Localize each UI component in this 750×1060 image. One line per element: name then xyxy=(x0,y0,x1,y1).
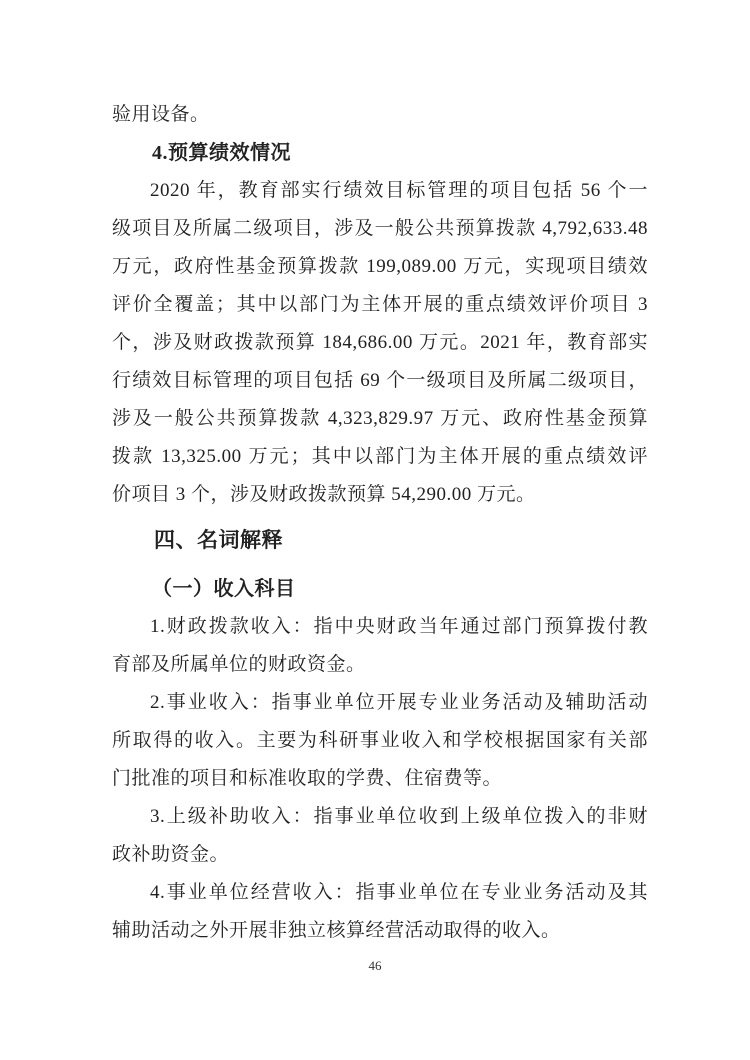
carryover-paragraph-line: 验用设备。 xyxy=(112,104,210,125)
glossary-item3-line: 3.上级补助收入：指事业单位收到上级单位拨入的非财 xyxy=(150,806,648,827)
budget-performance-line: 拨款 13,325.00 万元；其中以部门为主体开展的重点绩效评 xyxy=(112,446,648,467)
glossary-item3-line: 政补助资金。 xyxy=(112,844,230,865)
glossary-item2-line: 所取得的收入。主要为科研事业收入和学校根据国家有关部 xyxy=(112,730,648,751)
page-number: 46 xyxy=(368,958,382,973)
glossary-item1-line: 育部及所属单位的财政资金。 xyxy=(112,654,366,675)
glossary-item2-line: 2.事业收入：指事业单位开展专业业务活动及辅助活动 xyxy=(150,692,648,713)
budget-performance-line: 价项目 3 个，涉及财政拨款预算 54,290.00 万元。 xyxy=(112,484,536,505)
document-content xyxy=(112,96,648,950)
glossary-item2-line: 门批准的项目和标准收取的学费、住宿费等。 xyxy=(112,768,503,789)
budget-performance-line: 万元，政府性基金预算拨款 199,089.00 万元，实现项目绩效 xyxy=(112,256,648,277)
budget-performance-line: 个，涉及财政拨款预算 184,686.00 万元。2021 年，教育部实 xyxy=(112,332,648,353)
budget-performance-line: 2020 年，教育部实行绩效目标管理的项目包括 56 个一 xyxy=(150,180,648,201)
income-subjects-heading: （一）收入科目 xyxy=(152,578,296,600)
budget-performance-line: 评价全覆盖；其中以部门为主体开展的重点绩效评价项目 3 xyxy=(112,294,648,315)
budget-performance-line: 行绩效目标管理的项目包括 69 个一级项目及所属二级项目， xyxy=(112,370,648,391)
budget-performance-line: 级项目及所属二级项目，涉及一般公共预算拨款 4,792,633.48 xyxy=(112,218,648,239)
glossary-item4-line: 辅助活动之外开展非独立核算经营活动取得的收入。 xyxy=(112,920,561,941)
glossary-item4-line: 4.事业单位经营收入：指事业单位在专业业务活动及其 xyxy=(150,882,648,903)
budget-performance-line: 涉及一般公共预算拨款 4,323,829.97 万元、政府性基金预算 xyxy=(112,408,648,429)
budget-performance-heading: 4.预算绩效情况 xyxy=(152,142,291,164)
glossary-section-heading: 四、名词解释 xyxy=(154,529,283,552)
glossary-item1-line: 1.财政拨款收入：指中央财政当年通过部门预算拨付教 xyxy=(150,616,648,637)
